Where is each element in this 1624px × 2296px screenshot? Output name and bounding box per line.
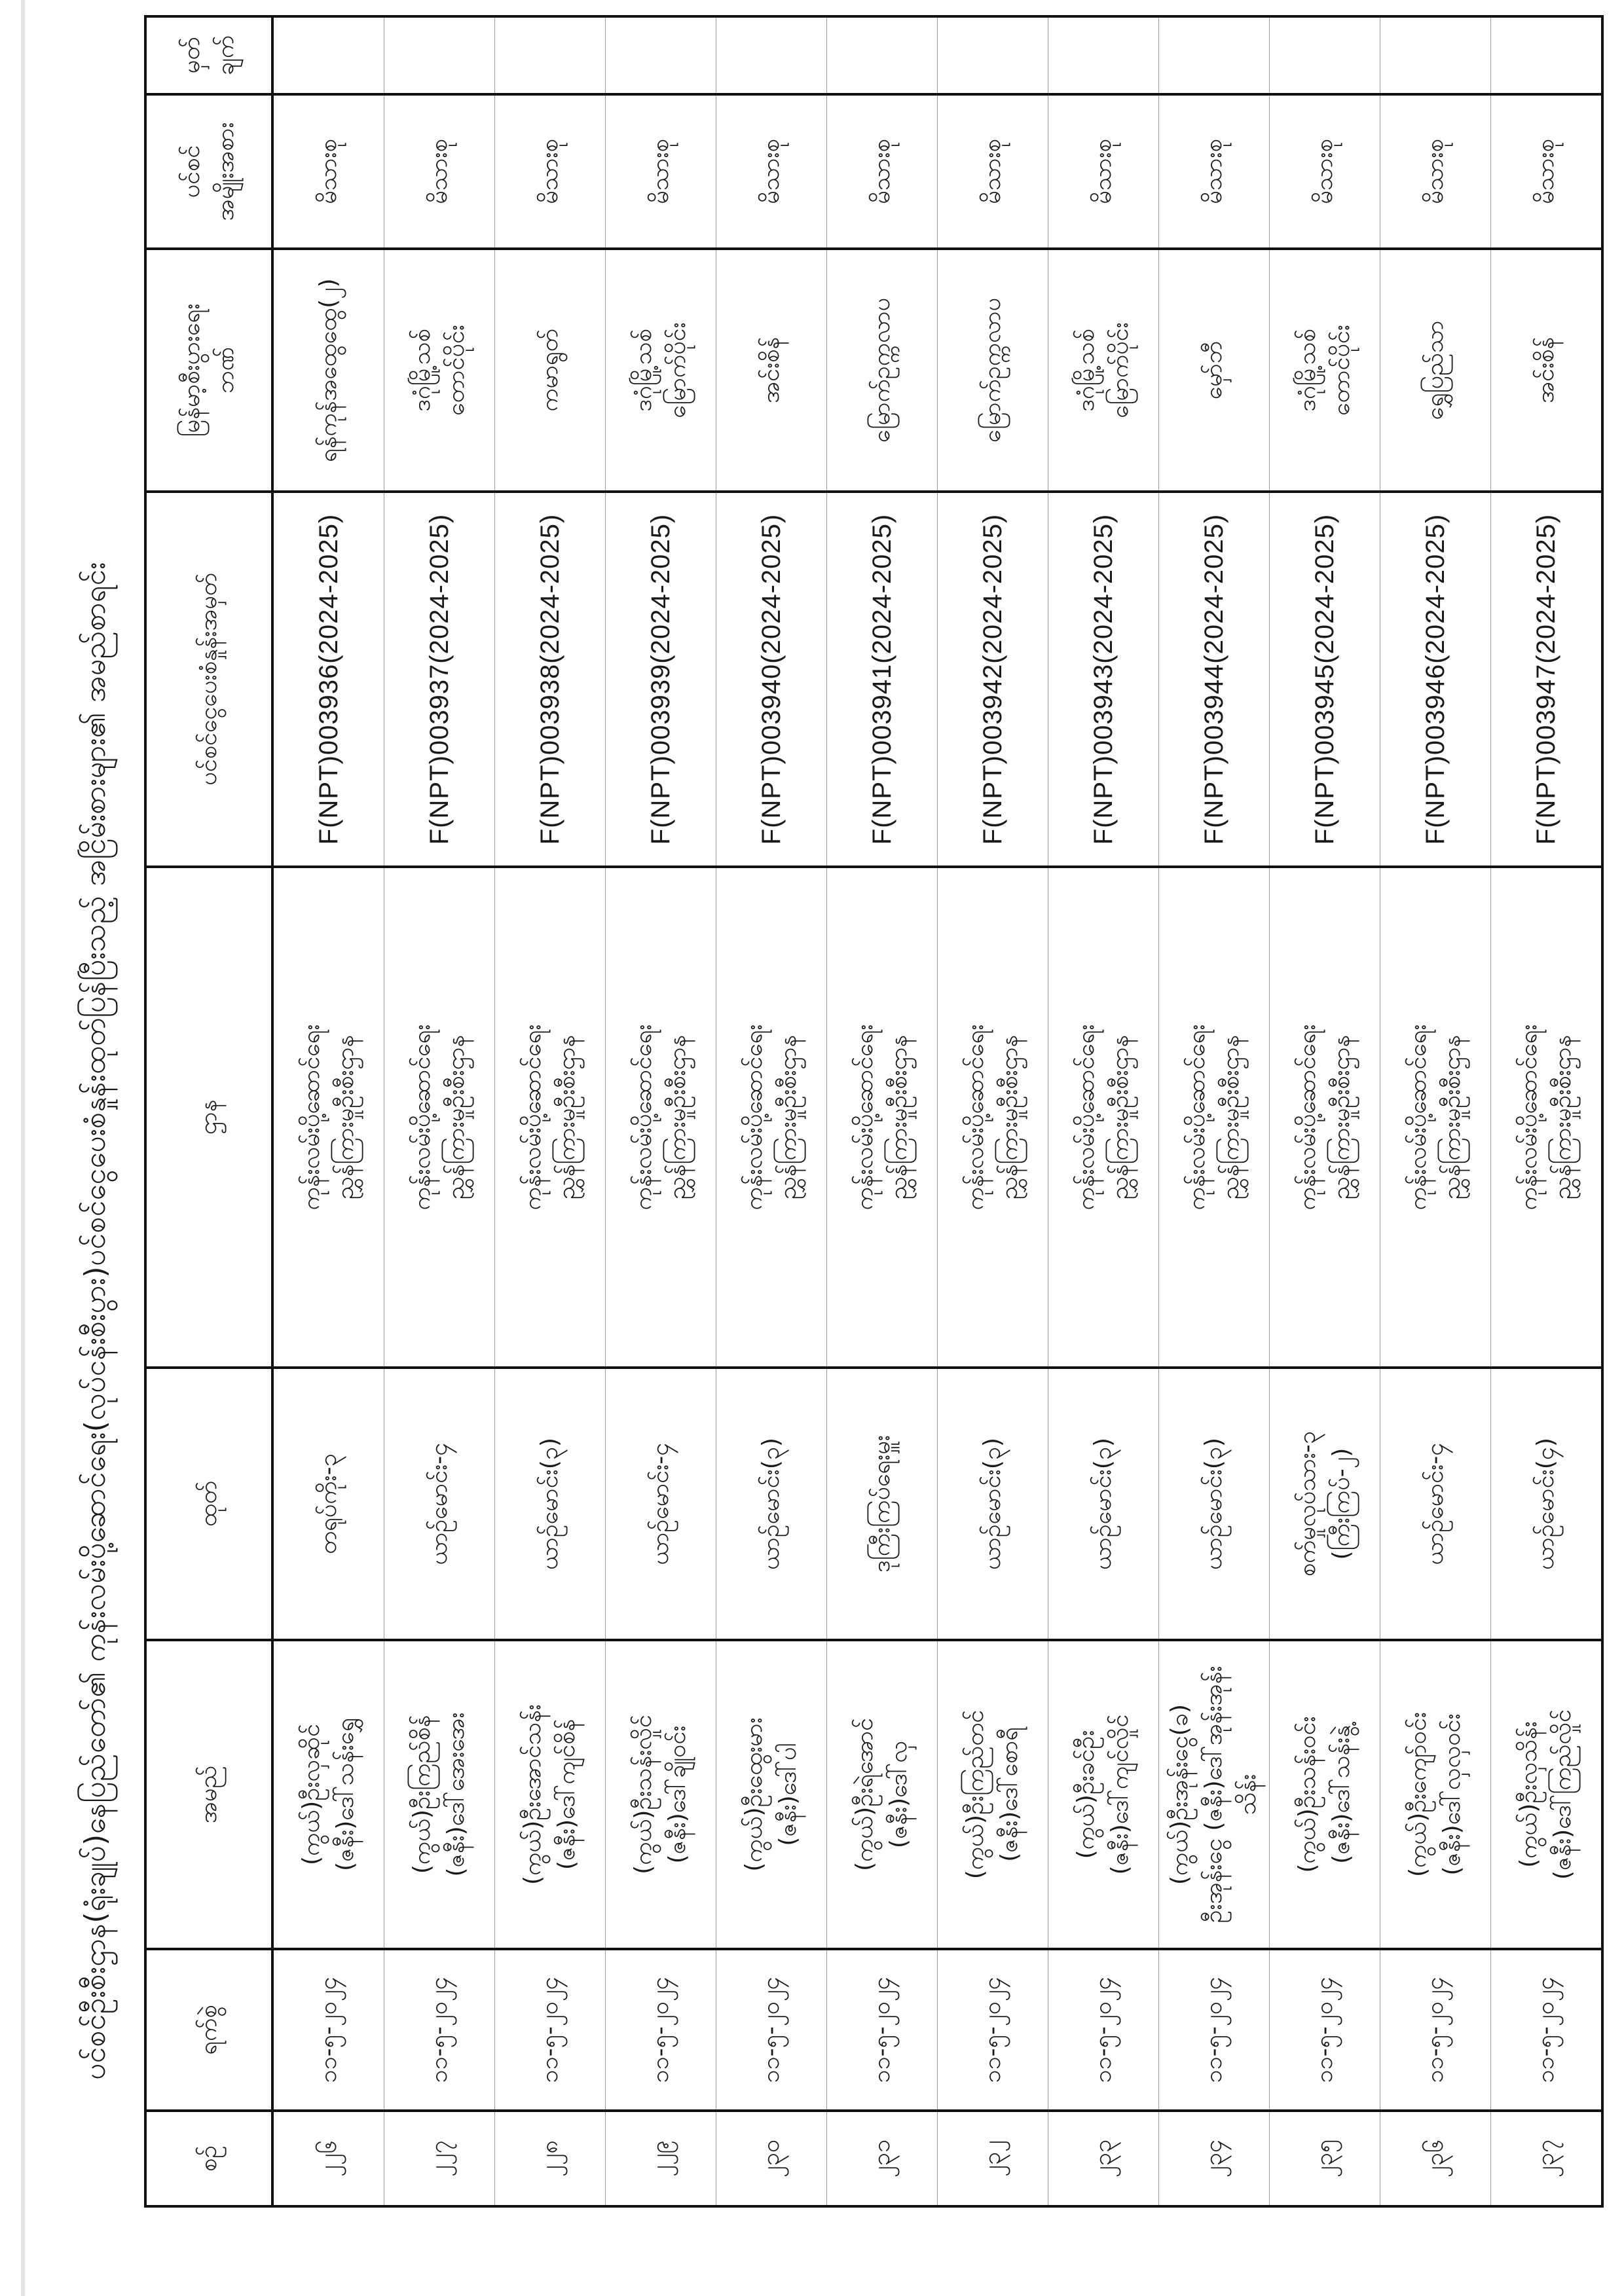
cell-position — [495, 1368, 606, 1640]
bank-line1: မြောက်ဥက္ကလာပ — [868, 297, 895, 443]
cell-cert-no: F(NPT)003947(2024-2025) — [1491, 492, 1603, 867]
name-line2: (ဇနီး)ဒေါ်စောရီ — [996, 1727, 1023, 1862]
name-line1: (ကွယ်)ဦးထွေးမား — [740, 1717, 767, 1872]
header-date: ရက်စွဲ — [145, 1949, 272, 2111]
department-line2: ညွှန်ကြားမှုဦးစီးဌာန — [775, 1034, 802, 1200]
cell-no: ၂၃၇ — [1491, 2111, 1603, 2206]
cell-type: မိသားစု — [827, 94, 938, 249]
table-row — [272, 16, 384, 2206]
cell-bank — [716, 249, 827, 492]
position-line1: တရုပ်ကိုး-၃ — [314, 1453, 342, 1554]
cell-cert-no: F(NPT)003936(2024-2025) — [272, 492, 384, 867]
header-cert: ပင်စင်ငွေပေးစံနှုန်းအမှတ် — [145, 492, 272, 867]
position-line2: (ကြီးကြပ်-၂) — [1328, 1448, 1355, 1560]
cell-cert-no: F(NPT)003937(2024-2025) — [384, 492, 495, 867]
department-line1: ကုန်းလမ်းပို့ဆောင်ရေး — [1183, 1024, 1210, 1211]
cell-no: ၂၃၀ — [716, 2111, 827, 2206]
cell-remarks — [1270, 16, 1380, 94]
name-line1: (ကွယ်)ဦးသန်းလှိုင် — [629, 1715, 657, 1874]
name-line1: (ကွယ်)ဦးသန်းဝင်း — [1293, 1716, 1321, 1873]
table-row — [1491, 16, 1603, 2206]
department-line2: ညွှန်ကြားမှုဦးစီးဌာန — [332, 1034, 359, 1200]
cell-department — [1380, 867, 1491, 1368]
cell-bank — [938, 249, 1048, 492]
cell-name — [1159, 1640, 1270, 1949]
cell-type: မိသားစု — [1159, 94, 1270, 249]
position-line1: ယာဉ်မောင်း(၄) — [1532, 1437, 1559, 1571]
cell-date: ၁၁-၅-၂၀၂၄ — [716, 1949, 827, 2111]
cell-department — [1491, 867, 1603, 1368]
cell-position — [272, 1368, 384, 1640]
department-line1: ကုန်းလမ်းပို့ဆောင်ရေး — [1515, 1024, 1542, 1211]
cell-remarks — [606, 16, 716, 94]
cell-department — [1270, 867, 1380, 1368]
cell-date: ၁၁-၅-၂၀၂၄ — [1270, 1949, 1380, 2111]
cell-no: ၂၃၄ — [1159, 2111, 1270, 2206]
department-line2: ညွှန်ကြားမှုဦးစီးဌာန — [1328, 1034, 1355, 1200]
position-line1: ယာဉ်မောင်း(၃) — [1089, 1437, 1116, 1571]
department-line1: ကုန်းလမ်းပို့ဆောင်ရေး — [851, 1024, 878, 1211]
header-office: ထုတ် — [145, 1368, 272, 1640]
cell-position — [1380, 1368, 1491, 1640]
header-bank-line2: ဘဏ် — [212, 347, 239, 393]
name-line1: (ကွယ်)ဦးခင်ဦး — [1072, 1730, 1099, 1859]
table-row — [1048, 16, 1159, 2206]
cell-no: ၂၂၉ — [606, 2111, 716, 2206]
cell-type: မိသားစု — [938, 94, 1048, 249]
header-remarks-line2: ချက် — [212, 35, 239, 76]
cell-cert-no: F(NPT)003944(2024-2025) — [1159, 492, 1270, 867]
position-line1: ယာဉ်မောင်း(၃) — [1200, 1437, 1227, 1571]
position-line1: စက်မှုလုပ်သား-၃ — [1293, 1430, 1321, 1577]
cell-no: ၂၃၆ — [1380, 2111, 1491, 2206]
bank-line1: ရွှေပြည်သာ — [1421, 320, 1449, 420]
table-row — [938, 16, 1048, 2206]
cell-cert-no: F(NPT)003938(2024-2025) — [495, 492, 606, 867]
header-department: ဌာန — [145, 867, 272, 1368]
cell-date: ၁၁-၅-၂၀၂၄ — [384, 1949, 495, 2111]
bank-line1: အင်းစိန် — [1532, 337, 1559, 404]
cell-cert-no: F(NPT)003941(2024-2025) — [827, 492, 938, 867]
department-line1: ကုန်းလမ်းပို့ဆောင်ရေး — [1404, 1024, 1431, 1211]
header-row — [145, 16, 272, 2206]
cell-date: ၁၁-၅-၂၀၂၄ — [495, 1949, 606, 2111]
cell-remarks — [272, 16, 384, 94]
bank-line1: ဒဂုံမြို့သစ် — [1293, 329, 1321, 412]
cell-bank — [495, 249, 606, 492]
cell-name — [1491, 1640, 1603, 1949]
department-line2: ညွှန်ကြားမှုဦးစီးဌာန — [1439, 1034, 1466, 1200]
cell-name — [272, 1640, 384, 1949]
cell-type: မိသားစု — [272, 94, 384, 249]
cell-bank — [384, 249, 495, 492]
cell-department — [938, 867, 1048, 1368]
cell-remarks — [1380, 16, 1491, 94]
name-line2: (ဇနီး)ဒေါ်ကြည်လှိုင် — [1549, 1709, 1576, 1880]
table-row — [827, 16, 938, 2206]
department-line1: ကုန်းလမ်းပို့ဆောင်ရေး — [1293, 1024, 1321, 1211]
cell-name — [716, 1640, 827, 1949]
cell-position — [1048, 1368, 1159, 1640]
cell-no: ၂၃၁ — [827, 2111, 938, 2206]
cell-position — [1270, 1368, 1380, 1640]
cell-cert-no: F(NPT)003943(2024-2025) — [1048, 492, 1159, 867]
cell-cert-no: F(NPT)003946(2024-2025) — [1380, 492, 1491, 867]
name-line1: (ကွယ်)ဦးရဲအောင် — [851, 1718, 878, 1871]
bank-line1: ဒဂုံမြို့သစ် — [1072, 329, 1099, 412]
bank-line2: တောင်ပိုင်း — [443, 325, 470, 416]
cell-date: ၁၁-၅-၂၀၂၄ — [1491, 1949, 1603, 2111]
header-remarks-line1: မှတ် — [177, 37, 205, 74]
cell-date: ၁၁-၅-၂၀၂၄ — [1048, 1949, 1159, 2111]
bank-line2: တောင်ပိုင်း — [1328, 325, 1355, 416]
position-line1: ယာဉ်မောင်း-၄ — [646, 1442, 674, 1565]
cell-no: ၂၂၈ — [495, 2111, 606, 2206]
cell-bank — [1491, 249, 1603, 492]
pension-table — [144, 15, 1604, 2208]
cell-bank — [827, 249, 938, 492]
table-row — [606, 16, 716, 2206]
name-line2: (ဇနီး)ဒေါ်ချိုဝင်း — [664, 1725, 691, 1864]
bank-line1: ရန်ကုန်အထွေထွေ(၂) — [314, 278, 342, 462]
cell-remarks — [827, 16, 938, 94]
bank-line1: မြောက်ဥက္ကလာပ — [978, 297, 1006, 443]
cell-department — [1048, 867, 1159, 1368]
cell-position — [1491, 1368, 1603, 1640]
bank-line1: မှော်ဘီ — [1200, 340, 1227, 400]
name-line1: (ကွယ်)ဦးလှသိန်း — [1515, 1721, 1542, 1868]
cell-name — [495, 1640, 606, 1949]
cell-no: ၂၂၇ — [384, 2111, 495, 2206]
name-line2: (ဇနီး)ဒေါ်ကျင်စိန် — [553, 1719, 580, 1870]
department-line2: ညွှန်ကြားမှုဦးစီးဌာန — [1549, 1034, 1576, 1200]
cell-date: ၁၁-၅-၂၀၂၄ — [606, 1949, 716, 2111]
cell-department — [716, 867, 827, 1368]
cell-no: ၂၃၃ — [1048, 2111, 1159, 2206]
cell-name — [938, 1640, 1048, 1949]
cell-type: မိသားစု — [716, 94, 827, 249]
cell-no: ၂၃၅ — [1270, 2111, 1380, 2206]
cell-department — [384, 867, 495, 1368]
cell-bank — [1380, 249, 1491, 492]
cell-position — [716, 1368, 827, 1640]
department-line2: ညွှန်ကြားမှုဦးစီးဌာန — [664, 1034, 691, 1200]
department-line2: ညွှန်ကြားမှုဦးစီးဌာန — [443, 1034, 470, 1200]
cell-department — [827, 867, 938, 1368]
name-line2: (ဇနီး)ဒေါ်ပါ — [775, 1743, 802, 1846]
position-line1: ယာဉ်မောင်း-၄ — [425, 1442, 452, 1565]
cell-cert-no: F(NPT)003945(2024-2025) — [1270, 492, 1380, 867]
department-line2: ညွှန်ကြားမှုဦးစီးဌာန — [1107, 1034, 1134, 1200]
cell-type: မိသားစု — [606, 94, 716, 249]
cell-department — [1159, 867, 1270, 1368]
department-line1: ကုန်းလမ်းပို့ဆောင်ရေး — [519, 1024, 546, 1211]
cell-remarks — [1491, 16, 1603, 94]
cell-name — [1048, 1640, 1159, 1949]
header-name: အမည် — [145, 1640, 272, 1949]
bank-line1: အင်းစိန် — [757, 337, 784, 404]
cell-position — [938, 1368, 1048, 1640]
cell-name — [827, 1640, 938, 1949]
name-line2: (ဇနီး)ဒေါ်လှ — [885, 1740, 912, 1849]
cell-type: မိသားစု — [495, 94, 606, 249]
cell-date: ၁၁-၅-၂၀၂၄ — [827, 1949, 938, 2111]
table-row — [384, 16, 495, 2206]
cell-type: မိသားစု — [1048, 94, 1159, 249]
name-line2: (ဇနီး)ဒေါ်အေးအေး — [443, 1712, 470, 1877]
table-row — [1159, 16, 1270, 2206]
cell-date: ၁၁-၅-၂၀၂၄ — [938, 1949, 1048, 2111]
cell-position — [1159, 1368, 1270, 1640]
name-line1: (ကွယ်)ဦးအုန်းငွေ(ခ) — [1166, 1704, 1193, 1886]
document-title: ပင်စင်ဦးစီးဌာန(ရုံးချုပ်)နေပြည်တော်၏ ကုန်းလမ်းပို့ဆောင်ရေး(လုပ်ငန်းစီးပွား)ပင်စင်ငွေပေးစံနှုန်းထုတ်ပြန်ပြီးသည့် အငြိမ်းစားများ၏ အမည်စာရင်း — [79, 562, 112, 2080]
name-line1: (ကွယ်)ဦးကျော်ဝင်း — [1404, 1712, 1431, 1877]
department-line1: ကုန်းလမ်းပို့ဆောင်ရေး — [629, 1024, 657, 1211]
cell-name — [1270, 1640, 1380, 1949]
name-line2: ဦးအုန်းငွေ (ဇနီး)ဒေါ်အုန်းအုန်းသိန်း — [1200, 1666, 1262, 1923]
department-line2: ညွှန်ကြားမှုဦးစီးဌာန — [553, 1034, 580, 1200]
position-line1: ယာဉ်မောင်း(၃) — [978, 1437, 1006, 1571]
name-line1: (ကွယ်)ဦးအောင်သန်း — [519, 1704, 546, 1885]
header-no: စဉ် — [145, 2111, 272, 2206]
cell-department — [272, 867, 384, 1368]
cell-bank — [1159, 249, 1270, 492]
name-line2: (ဇနီး)ဒေါ်ကျင်လှိုင် — [1107, 1714, 1134, 1875]
cell-date: ၁၁-၅-၂၀၂၄ — [272, 1949, 384, 2111]
cell-name — [1380, 1640, 1491, 1949]
cell-date: ၁၁-၅-၂၀၂၄ — [1159, 1949, 1270, 2111]
cell-cert-no: F(NPT)003942(2024-2025) — [938, 492, 1048, 867]
department-line2: ညွှန်ကြားမှုဦးစီးဌာန — [996, 1034, 1023, 1200]
cell-position — [384, 1368, 495, 1640]
name-line2: (ဇနီး)ဒေါ်သန်းရွှေ — [332, 1718, 359, 1871]
name-line2: (ဇနီး)ဒေါ်သန်းနွဲ့ — [1328, 1725, 1355, 1864]
department-line2: ညွှန်ကြားမှုဦးစီးဌာန — [885, 1034, 912, 1200]
department-line1: ကုန်းလမ်းပို့ဆောင်ရေး — [961, 1024, 989, 1211]
header-bank — [145, 249, 272, 492]
position-line1: ယာဉ်မောင်း-၄ — [1421, 1442, 1449, 1565]
department-line1: ကုန်းလမ်းပို့ဆောင်ရေး — [740, 1024, 767, 1211]
cell-bank — [1048, 249, 1159, 492]
position-line1: ယာဉ်မောင်း(၃) — [536, 1437, 563, 1571]
cell-type: မိသားစု — [1491, 94, 1603, 249]
cell-cert-no: F(NPT)003940(2024-2025) — [716, 492, 827, 867]
cell-remarks — [384, 16, 495, 94]
header-bank-line1: မြန်မာ့စီးပွားရေး — [177, 303, 205, 437]
cell-no: ၂၂၆ — [272, 2111, 384, 2206]
cell-position — [827, 1368, 938, 1640]
table-row — [495, 16, 606, 2206]
position-line1: ယာဉ်မောင်း(၃) — [757, 1437, 784, 1571]
cell-bank — [272, 249, 384, 492]
name-line2: (ဇနီး)ဒေါ်လှလှဝင်း — [1439, 1713, 1466, 1876]
table-row — [1270, 16, 1380, 2206]
position-line1: ဒုကြီးကြပ်ရေးမှူး — [868, 1434, 895, 1573]
department-line1: ကုန်းလမ်းပို့ဆောင်ရေး — [408, 1024, 435, 1211]
header-type-line2: အမျိုးအစား — [212, 122, 239, 221]
cell-type: မိသားစု — [1380, 94, 1491, 249]
cell-bank — [606, 249, 716, 492]
cell-name — [384, 1640, 495, 1949]
cell-remarks — [938, 16, 1048, 94]
cell-remarks — [1048, 16, 1159, 94]
bank-line1: ကမာရွတ် — [536, 329, 563, 412]
bank-line2: မြောက်ပိုင်း — [1107, 322, 1134, 418]
table-row — [716, 16, 827, 2206]
header-type-line1: ပင်စင် — [177, 145, 205, 198]
name-line1: (ကွယ်)ဦးလှဆိုင် — [297, 1724, 325, 1865]
table-row — [1380, 16, 1491, 2206]
cell-remarks — [1159, 16, 1270, 94]
department-line1: ကုန်းလမ်းပို့ဆောင်ရေး — [1072, 1024, 1099, 1211]
department-line2: ညွှန်ကြားမှုဦးစီးဌာန — [1217, 1034, 1244, 1200]
cell-date: ၁၁-၅-၂၀၂၄ — [1380, 1949, 1491, 2111]
cell-bank — [1270, 249, 1380, 492]
cell-department — [495, 867, 606, 1368]
cell-cert-no: F(NPT)003939(2024-2025) — [606, 492, 716, 867]
department-line1: ကုန်းလမ်းပို့ဆောင်ရေး — [297, 1024, 325, 1211]
cell-type: မိသားစု — [384, 94, 495, 249]
bank-line1: ဒဂုံမြို့သစ် — [629, 329, 657, 412]
name-line1: (ကွယ်)ဦးကြည်စိန် — [408, 1715, 435, 1874]
header-remarks — [145, 16, 272, 94]
cell-no: ၂၃၂ — [938, 2111, 1048, 2206]
cell-type: မိသားစု — [1270, 94, 1380, 249]
header-type — [145, 94, 272, 249]
cell-position — [606, 1368, 716, 1640]
cell-name — [606, 1640, 716, 1949]
name-line1: (ကွယ်)ဦးကြည်တင် — [961, 1709, 989, 1880]
cell-department — [606, 867, 716, 1368]
cell-remarks — [716, 16, 827, 94]
bank-line2: မြောက်ပိုင်း — [664, 322, 691, 418]
cell-remarks — [495, 16, 606, 94]
bank-line1: ဒဂုံမြို့သစ် — [408, 329, 435, 412]
